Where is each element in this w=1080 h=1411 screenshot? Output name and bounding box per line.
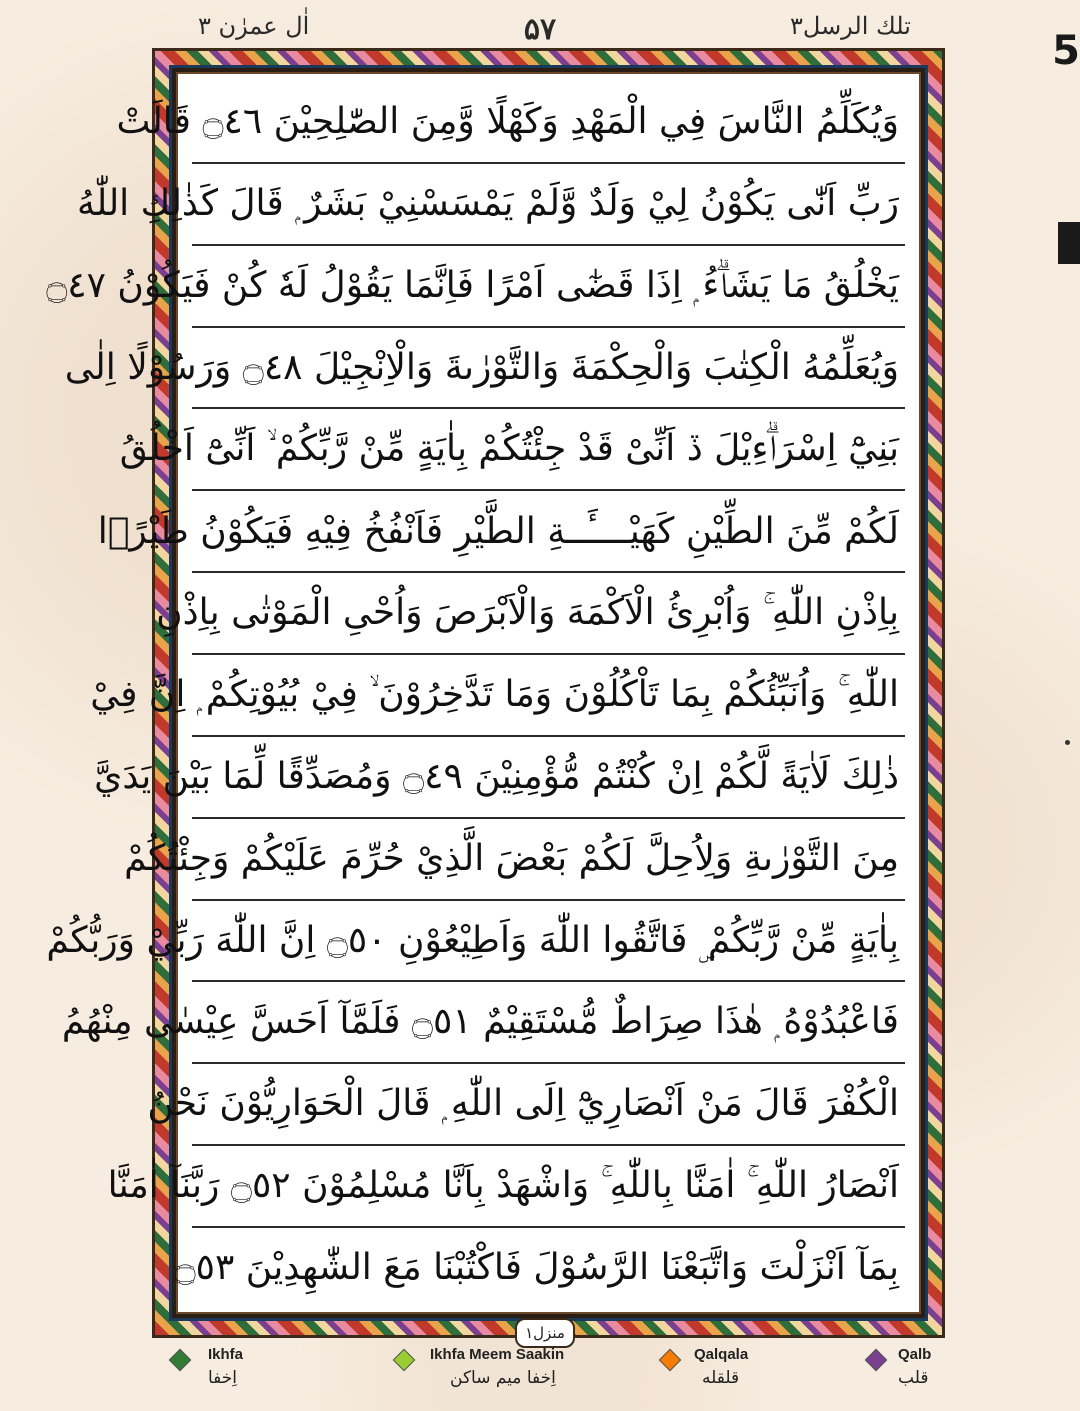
- qalb-color-diamond: [865, 1349, 888, 1372]
- text-line: وَيُكَلِّمُ النَّاسَ فِي الْمَهْدِ وَكَهْلًا وَّمِنَ الصّٰلِحِيْنَ ۝٤٦ قَالَتْ: [192, 82, 905, 164]
- legend-label-en: Ikhfa Meem Saakin: [430, 1346, 565, 1363]
- text-line: ذٰلِكَ لَاٰيَةً لَّكُمْ اِنْ كُنْتُمْ مُّؤْمِنِيْنَ ۝٤٩ وَمُصَدِّقًا لِّمَا بَيْنَ يَدَيَّ: [192, 737, 905, 819]
- juz-name-header: تلك الرسل۳: [790, 12, 911, 40]
- surah-name-header: اٰل عمرٰن ۳: [198, 12, 310, 40]
- quran-text-area: [46, 72, 921, 1314]
- text-line: اللّٰهِ ۚ وَاُنَبِّئُكُمْ بِمَا تَاْكُلُوْنَ وَمَا تَدَّخِرُوْنَ ۙ فِيْ بُيُوْتِكُمْ ۭ اِنَّ فِيْ: [192, 655, 905, 737]
- ornamental-border: [46, 48, 945, 1338]
- text-line: بِاِذْنِ اللّٰهِ ۚ وَاُبْرِئُ الْاَكْمَهَ وَالْاَبْرَصَ وَاُحْىِ الْمَوْتٰى بِاِذْنِ: [192, 573, 905, 655]
- text-line: بِاٰيَةٍ مِّنْ رَّبِّكُمْ ۣ فَاتَّقُوا اللّٰهَ وَاَطِيْعُوْنِ ۝٥٠ اِنَّ اللّٰهَ رَبِّيْ وَرَبُّكُمْ: [192, 901, 905, 983]
- tajweed-legend: [0, 1346, 1080, 1406]
- legend-label-ar: اِخفا میم ساکن: [450, 1368, 556, 1388]
- qalqala-color-diamond: [659, 1349, 682, 1372]
- legend-label-ar: اِخفا: [208, 1368, 238, 1388]
- page-number: ۵۷: [523, 12, 557, 47]
- text-line: رَبِّ اَنّٰى يَكُوْنُ لِيْ وَلَدٌ وَّلَمْ يَمْسَسْنِيْ بَشَرٌ ۭ قَالَ كَذٰلِكِ اللّٰهُ: [192, 164, 905, 246]
- text-line: اَنْصَارُ اللّٰهِ ۚ اٰمَنَّا بِاللّٰهِ ۚ وَاشْهَدْ بِاَنَّا مُسْلِمُوْنَ ۝٥٢ رَبَّنَآ اٰمَنَّا: [192, 1146, 905, 1228]
- text-line: الْكُفْرَ قَالَ مَنْ اَنْصَارِيْٓ اِلَى اللّٰهِ ۭ قَالَ الْحَوَارِيُّوْنَ نَحْنُ: [192, 1064, 905, 1146]
- legend-label-en: Ikhfa: [208, 1346, 244, 1363]
- text-line: وَيُعَلِّمُهُ الْكِتٰبَ وَالْحِكْمَةَ وَالتَّوْرٰىةَ وَالْاِنْجِيْلَ ۝٤٨ وَرَسُوْلًا اِلٰى: [192, 328, 905, 410]
- text-line: مِنَ التَّوْرٰىةِ وَلِاُحِلَّ لَكُمْ بَعْضَ الَّذِيْ حُرِّمَ عَلَيْكُمْ وَجِئْتُكُمْ: [192, 819, 905, 901]
- legend-label-ar: قلقله: [702, 1368, 740, 1388]
- text-line: يَخْلُقُ مَا يَشَاۗءُ ۭ اِذَا قَضٰٓى اَمْرًا فَاِنَّمَا يَقُوْلُ لَهٗ كُنْ فَيَكُوْنُ ۝٤٧: [192, 246, 905, 328]
- edge-dot: [1065, 740, 1070, 745]
- inner-border: [46, 65, 928, 1321]
- edge-page-number: 5: [1052, 28, 1080, 74]
- manzil-badge: منزل۱: [515, 1318, 575, 1348]
- legend-label-ar: قلب: [898, 1368, 929, 1388]
- text-line: بَنِيْٓ اِسْرَاۗءِيْلَ ڏ اَنِّىْ قَدْ جِئْتُكُمْ بِاٰيَةٍ مِّنْ رَّبِّكُمْ ۙ اَنِّىْٓ اَخْلُقُ: [192, 409, 905, 491]
- ikhfa-meem-color-diamond: [393, 1349, 416, 1372]
- text-line: بِمَآ اَنْزَلْتَ وَاتَّبَعْنَا الرَّسُوْلَ فَاكْتُبْنَا مَعَ الشّٰهِدِيْنَ ۝٥٣: [174, 1247, 899, 1289]
- legend-label-en: Qalqala: [694, 1346, 749, 1363]
- edge-tab-marker: [1058, 222, 1080, 264]
- legend-label-en: Qalb: [898, 1346, 932, 1363]
- text-line: لَكُمْ مِّنَ الطِّيْنِ كَهَيْــــَٔــةِ الطَّيْرِ فَاَنْفُخُ فِيْهِ فَيَكُوْنُ طَيْرًۢا: [192, 491, 905, 573]
- text-line: فَاعْبُدُوْهُ ۭ ھٰذَا صِرَاطٌ مُّسْتَقِيْمٌ ۝٥١ فَلَمَّآ اَحَسَّ عِيْسٰى مِنْهُمُ: [192, 982, 905, 1064]
- ikhfa-color-diamond: [169, 1349, 192, 1372]
